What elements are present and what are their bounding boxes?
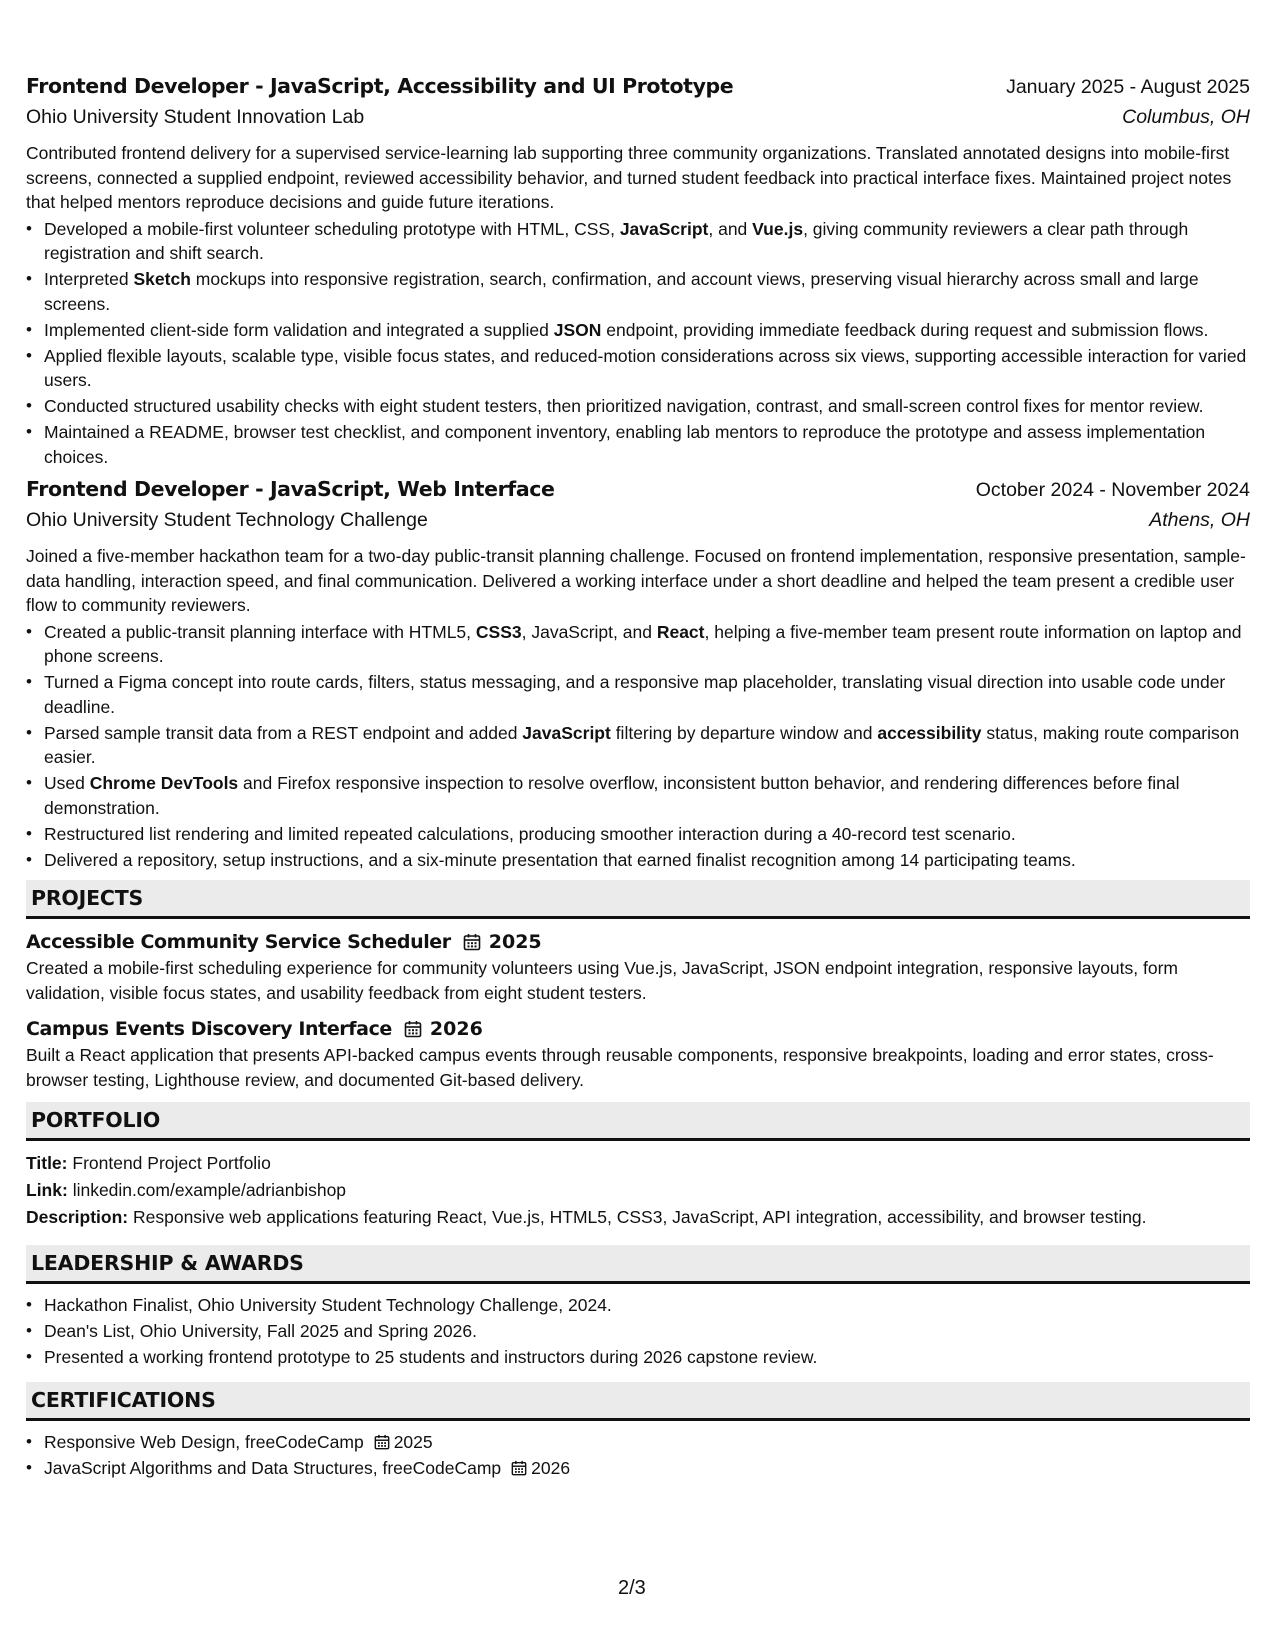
bullet-text: Developed a mobile-first volunteer scheduling prototype with HTML, CSS, bbox=[44, 218, 620, 239]
portfolio-description-label: Description: bbox=[26, 1207, 129, 1227]
portfolio-title bbox=[26, 1150, 1250, 1177]
leadership-item: • Hackathon Finalist, Ohio University Student Technology Challenge, 2024. bbox=[44, 1293, 1250, 1318]
section-heading-projects: PROJECTS bbox=[26, 880, 1250, 919]
bullet-text: , and bbox=[708, 218, 753, 239]
portfolio-link-label: Link: bbox=[26, 1180, 68, 1200]
bullet-text: , JavaScript, and bbox=[521, 621, 657, 642]
job-bullet bbox=[44, 344, 1250, 393]
job-bullets bbox=[26, 217, 1250, 470]
job-dates: January 2025 - August 2025 bbox=[1006, 76, 1250, 98]
certifications-list bbox=[26, 1430, 1250, 1481]
job-organization: Ohio University Student Innovation Lab bbox=[26, 106, 365, 128]
project-year: 2025 bbox=[488, 931, 542, 953]
certification-year: 2025 bbox=[393, 1431, 433, 1452]
bullet-text: Interpreted bbox=[44, 269, 134, 289]
bullet-text: , helping a five-member team present route information on laptop and phone screens. bbox=[44, 621, 1242, 666]
resume-page bbox=[26, 74, 1250, 1482]
project-description: Built a React application that presents API-backed campus events through reusable components, responsive breakpoints, loading and error states, cross-browser testing, Lighthouse review, and documented Git-based delivery. bbox=[26, 1045, 1214, 1090]
section-heading-certifications: CERTIFICATIONS bbox=[26, 1382, 1250, 1421]
job-bullets bbox=[26, 620, 1250, 873]
bullet-keyword: React bbox=[656, 621, 705, 642]
calendar-icon bbox=[511, 1460, 527, 1476]
portfolio-description bbox=[26, 1204, 1250, 1231]
certification-item bbox=[44, 1430, 1250, 1455]
project-description: Created a mobile-first scheduling experience for community volunteers using Vue.js, JavaScript, JSON endpoint integration, responsive layouts, form validation, visible focus states, and usability feedback from eight student testers. bbox=[26, 958, 1178, 1003]
project-year: 2026 bbox=[429, 1018, 483, 1040]
bullet-text: filtering by departure window and bbox=[610, 722, 878, 743]
job-bullet bbox=[44, 848, 1250, 873]
bullet-text: Applied flexible layouts, scalable type, visible focus states, and reduced-motion considerations across six views, supporting accessible interaction for varied users. bbox=[44, 345, 1247, 390]
bullet-text: endpoint, providing immediate feedback during request and submission flows. bbox=[601, 319, 1209, 340]
bullet-text: Restructured list rendering and limited repeated calculations, producing smoother interaction during a 40-record test scenario. bbox=[44, 823, 1016, 844]
bullet-keyword: Vue.js bbox=[752, 218, 804, 239]
certification-name: JavaScript Algorithms and Data Structures, freeCodeCamp bbox=[44, 1457, 502, 1478]
bullet-text: , giving community reviewers a clear path through registration and shift search. bbox=[44, 218, 1189, 263]
leadership-item: • Presented a working frontend prototype to 25 students and instructors during 2026 capstone review. bbox=[44, 1345, 1250, 1370]
bullet-keyword: Sketch bbox=[133, 269, 191, 289]
bullet-keyword: CSS3 bbox=[475, 621, 522, 642]
job-bullet bbox=[44, 620, 1250, 669]
bullet-text: Parsed sample transit data from a REST endpoint and added bbox=[44, 722, 523, 743]
experience-entry bbox=[26, 477, 1250, 872]
bullet-text: Implemented client-side form validation and integrated a supplied bbox=[44, 319, 554, 340]
project-title: Campus Events Discovery Interface bbox=[26, 1018, 392, 1040]
leadership-item: • Dean's List, Ohio University, Fall 2025 and Spring 2026. bbox=[44, 1319, 1250, 1344]
portfolio-link-value[interactable]: linkedin.com/example/adrianbishop bbox=[72, 1180, 347, 1200]
calendar-icon bbox=[404, 1020, 422, 1038]
bullet-text: Conducted structured usability checks with eight student testers, then prioritized navigation, contrast, and small-screen control fixes for mentor review. bbox=[44, 396, 1204, 416]
job-location: Athens, OH bbox=[1149, 509, 1250, 531]
bullet-text: mockups into responsive registration, search, confirmation, and account views, preserving visual hierarchy across small and large screens. bbox=[44, 269, 1199, 314]
bullet-text: Created a public-transit planning interface with HTML5, bbox=[44, 621, 476, 642]
page-number: 2/3 bbox=[618, 1577, 646, 1599]
bullet-keyword: JavaScript bbox=[522, 722, 611, 743]
project-title: Accessible Community Service Scheduler bbox=[26, 931, 451, 953]
job-dates: October 2024 - November 2024 bbox=[975, 479, 1250, 501]
section-heading-portfolio: PORTFOLIO bbox=[26, 1102, 1250, 1141]
bullet-text: status, making route comparison easier. bbox=[44, 722, 1240, 767]
bullet-keyword: accessibility bbox=[877, 722, 982, 743]
job-location: Columbus, OH bbox=[1122, 106, 1250, 128]
section-heading-leadership: LEADERSHIP & AWARDS bbox=[26, 1245, 1250, 1284]
certification-name: Responsive Web Design, freeCodeCamp bbox=[44, 1431, 364, 1452]
calendar-icon bbox=[463, 933, 481, 951]
job-bullet bbox=[44, 420, 1250, 469]
bullet-keyword: JavaScript bbox=[619, 218, 709, 239]
job-bullet bbox=[44, 822, 1250, 847]
portfolio-title-label: Title: bbox=[26, 1153, 68, 1173]
leadership-list bbox=[26, 1293, 1250, 1370]
bullet-text: Turned a Figma concept into route cards, filters, status messaging, and a responsive map placeholder, translating visual direction into usable code under deadline. bbox=[44, 672, 1226, 717]
job-summary: Joined a five-member hackathon team for a two-day public-transit planning challenge. Focused on frontend implementation, responsive presentation, sample-data handling, interaction speed, and final communication. Delivered a working interface under a short deadline and helped the team present a credible user flow to community reviewers. bbox=[26, 546, 1246, 615]
job-organization: Ohio University Student Technology Challenge bbox=[26, 509, 428, 531]
bullet-text: Used bbox=[44, 773, 90, 793]
calendar-icon bbox=[374, 1434, 390, 1450]
job-summary: Contributed frontend delivery for a supervised service-learning lab supporting three community organizations. Translated annotated designs into mobile-first screens, connected a supplied endpoint, reviewed accessibility behavior, and turned student feedback into practical interface fixes. Maintained project notes that helped mentors reproduce decisions and guide future iterations. bbox=[26, 143, 1232, 212]
portfolio-title-value: Frontend Project Portfolio bbox=[72, 1153, 271, 1173]
portfolio-description-value: Responsive web applications featuring React, Vue.js, HTML5, CSS3, JavaScript, API integration, accessibility, and browser testing. bbox=[132, 1207, 1147, 1227]
certification-year: 2026 bbox=[531, 1457, 571, 1478]
job-bullet bbox=[44, 670, 1250, 719]
portfolio-link bbox=[26, 1177, 1250, 1204]
experience-entry bbox=[26, 74, 1250, 469]
project-entry bbox=[26, 1015, 1250, 1092]
bullet-text: and Firefox responsive inspection to resolve overflow, inconsistent button behavior, and rendering differences before final demonstration. bbox=[44, 773, 1180, 818]
job-bullet bbox=[44, 771, 1250, 820]
certification-item bbox=[44, 1456, 1250, 1481]
job-bullet bbox=[44, 721, 1250, 770]
job-bullet bbox=[44, 217, 1250, 266]
job-bullet bbox=[44, 394, 1250, 419]
job-bullet bbox=[44, 267, 1250, 316]
bullet-text: Maintained a README, browser test checklist, and component inventory, enabling lab mentors to reproduce the prototype and assess implementation choices. bbox=[44, 422, 1206, 467]
job-title: Frontend Developer - JavaScript, Accessibility and UI Prototype bbox=[26, 74, 734, 98]
bullet-keyword: JSON bbox=[553, 319, 602, 340]
bullet-text: Delivered a repository, setup instructions, and a six-minute presentation that earned finalist recognition among 14 participating teams. bbox=[44, 849, 1076, 870]
job-bullet bbox=[44, 318, 1250, 343]
project-entry bbox=[26, 928, 1250, 1005]
job-title: Frontend Developer - JavaScript, Web Interface bbox=[26, 477, 555, 501]
bullet-keyword: Chrome DevTools bbox=[89, 773, 239, 793]
